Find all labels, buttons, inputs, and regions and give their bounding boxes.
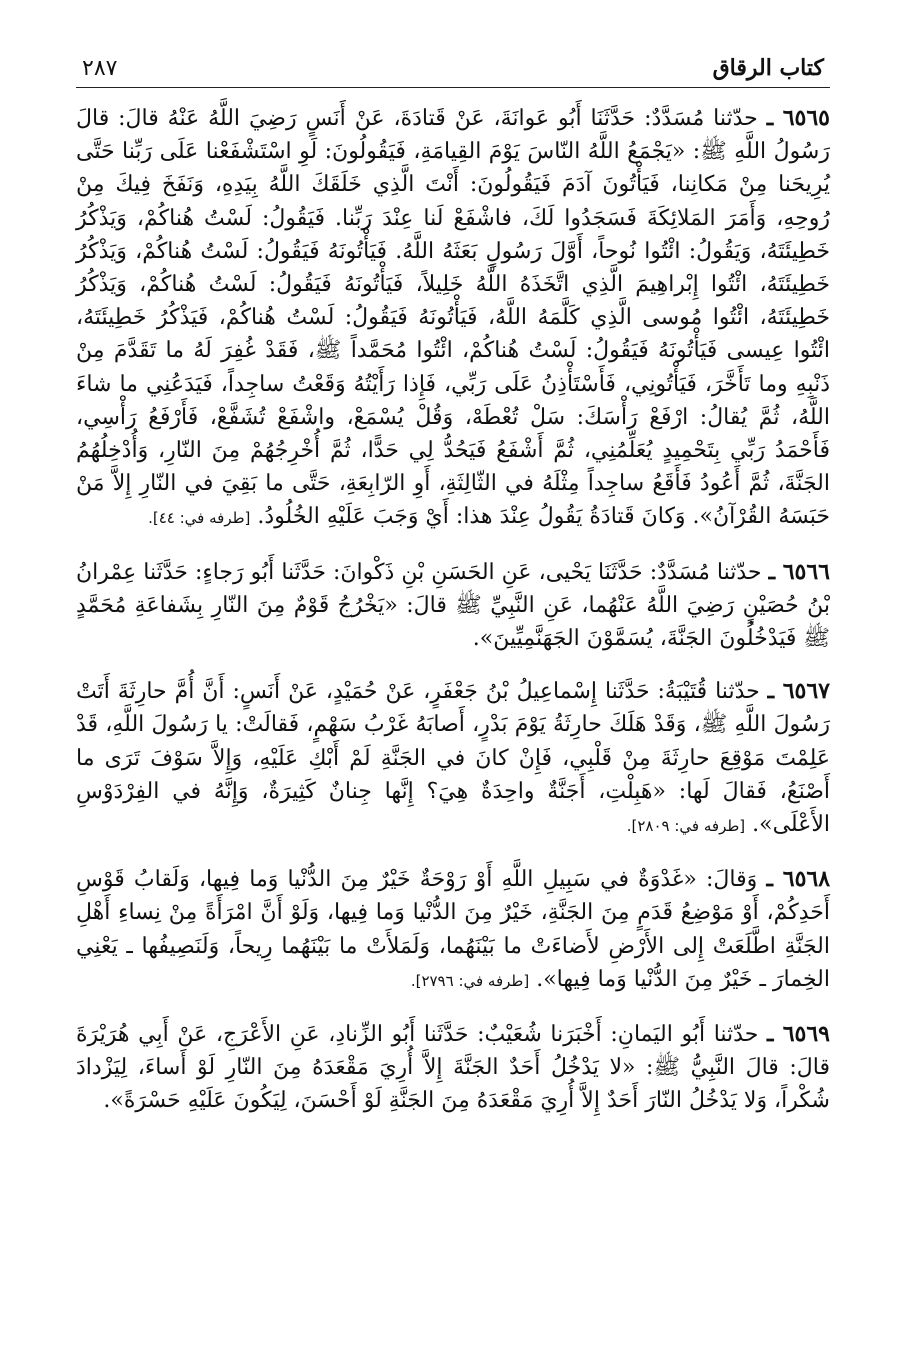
hadith-number: ٦٥٦٥ ـ bbox=[766, 105, 830, 131]
hadith-text: وَقالَ: «غَدْوَةٌ في سَبِيلِ اللَّهِ أَوْ رَوْحَةٌ خَيْرٌ مِنَ الدُّنْيا وَما فِيها، وَلَقابُ قَوْسِ أَحَدِكُمْ، أَوْ مَوْضِعُ قَدَمٍ مِنَ الجَنَّةِ، خَيْرٌ مِنَ الدُّنْيا وَما فِيها، وَلَوْ أَنَّ امْرَأَةً مِنْ نِساءِ أَهْلِ الجَنَّةِ اطَّلَعَتْ إِلى الأَرْضِ لأَضاءَتْ ما بَيْنَهُما، وَلَمَلأَتْ ما بَيْنَهُما رِيحاً، وَلَنَصِيفُها ـ يَعْنِي الخِمارَ ـ خَيْرٌ مِنَ الدُّنْيا وَما فِيها». bbox=[76, 867, 830, 992]
page-header bbox=[76, 46, 830, 88]
cross-reference: [طرفه في: ٢٨٠٩]. bbox=[626, 817, 746, 836]
hadith-text: حدّثنا مُسَدَّدٌ: حَدَّثَنَا أَبُو عَوانَةَ، عَنْ قَتادَةَ، عَنْ أَنَسٍ رَضِيَ اللَّهُ عَنْهُ قالَ: قالَ رَسُولُ اللَّهِ ﷺ: «يَجْمَعُ اللَّهُ النّاسَ يَوْمَ القِيامَةِ، فَيَقُولُونَ: لَوِ اسْتَشْفَعْنا عَلَى رَبِّنا حَتَّى يُرِيحَنا مِنْ مَكانِنا، فَيَأْتُونَ آدَمَ فَيَقُولُونَ: أَنْتَ الَّذِي خَلَقَكَ اللَّهُ بِيَدِهِ، وَنَفَخَ فِيكَ مِنْ رُوحِهِ، وَأَمَرَ المَلائِكَةَ فَسَجَدُوا لَكَ، فاشْفَعْ لَنا عِنْدَ رَبِّنا. فَيَقُولُ: لَسْتُ هُناكُمْ، وَيَذْكُرُ خَطِيئَتَهُ، وَيَقُولُ: ائْتُوا نُوحاً، أَوَّلَ رَسُولٍ بَعَثَهُ اللَّهُ. فَيَأْتُونَهُ فَيَقُولُ: لَسْتُ هُناكُمْ، وَيَذْكُرُ خَطِيئَتَهُ، ائْتُوا إِبْراهِيمَ الَّذِي اتَّخَذَهُ اللَّهُ خَلِيلاً، فَيَأْتُونَهُ فَيَقُولُ: لَسْتُ هُناكُمْ، وَيَذْكُرُ خَطِيئَتَهُ، ائْتُوا مُوسى الَّذِي كَلَّمَهُ اللَّهُ، فَيَأْتُونَهُ فَيَقُولُ: لَسْتُ هُناكُمْ، فَيَذْكُرُ خَطِيئَتَهُ، ائْتُوا عِيسى فَيَأْتُونَهُ فَيَقُولُ: لَسْتُ هُناكُمْ، ائْتُوا مُحَمَّداً ﷺ، فَقَدْ غُفِرَ لَهُ ما تَقَدَّمَ مِنْ ذَنْبِهِ وما تَأَخَّرَ، فَيَأْتُونِي، فَأَسْتَأْذِنُ عَلَى رَبِّي، فَإِذا رَأَيْتُهُ وَقَعْتُ ساجِداً، فَيَدَعُنِي ما شاءَ اللَّهُ، ثُمَّ يُقالُ: ارْفَعْ رَأْسَكَ: سَلْ تُعْطَهْ، وَقُلْ يُسْمَعْ، واشْفَعْ تُشَفَّعْ، فَأَرْفَعُ رَأْسِي، فَأَحْمَدُ رَبِّي بِتَحْمِيدٍ يُعَلِّمُنِي، ثُمَّ أَشْفَعُ فَيَحُدُّ لِي حَدًّا، ثُمَّ أُخْرِجُهُمْ مِنَ النّارِ، وَأُدْخِلُهُمُ الجَنَّةَ، ثُمَّ أَعُودُ فَأَقَعُ ساجِداً مِثْلَهُ في الثّالِثَةِ، أَوِ الرّابِعَةِ، حَتَّى ما بَقِيَ في النّارِ إِلاَّ مَنْ حَبَسَهُ القُرْآنُ». وَكانَ قَتادَةُ يَقُولُ عِنْدَ هذا: أَيْ وَجَبَ عَلَيْهِ الخُلُودُ. bbox=[76, 106, 830, 530]
hadith-number: ٦٥٦٩ ـ bbox=[766, 1021, 830, 1048]
hadith-number: ٦٥٦٦ ـ bbox=[768, 558, 830, 585]
book-title: كتاب الرقاق bbox=[712, 55, 824, 81]
hadith-paragraph bbox=[76, 102, 830, 536]
hadith-paragraph bbox=[76, 675, 830, 843]
hadith-number: ٦٥٦٧ ـ bbox=[767, 678, 830, 705]
hadith-paragraph bbox=[76, 556, 830, 656]
hadith-text: حدّثنا أَبُو اليَمانِ: أَخْبَرَنا شُعَيْبٌ: حَدَّثَنا أَبُو الزِّنادِ، عَنِ الأَعْرَجِ، عَنْ أَبِي هُرَيْرَةَ قالَ: قالَ النَّبِيُّ ﷺ: «لا يَدْخُلُ أَحَدٌ الجَنَّةَ إِلاَّ أُرِيَ مَقْعَدَهُ مِنَ النّارِ لَوْ أَساءَ، لِيَزْدادَ شُكْراً، وَلا يَدْخُلُ النّارَ أَحَدٌ إِلاَّ أُرِيَ مَقْعَدَهُ مِنَ الجَنَّةِ لَوْ أَحْسَنَ، لِيَكُونَ عَلَيْهِ حَسْرَةً». bbox=[76, 1022, 830, 1114]
hadith-paragraph bbox=[76, 863, 830, 998]
hadith-text: حدّثنا مُسَدَّدٌ: حَدَّثَنَا يَحْيى، عَنِ الحَسَنِ بْنِ ذَكْوانَ: حَدَّثَنا أَبُو رَجاءٍ: حَدَّثَنا عِمْرانُ بْنُ حُصَيْنٍ رَضِيَ اللَّهُ عَنْهُما، عَنِ النَّبِيِّ ﷺ قالَ: «يَخْرُجُ قَوْمٌ مِنَ النّارِ بِشَفاعَةِ مُحَمَّدٍ ﷺ فَيَدْخُلُونَ الجَنَّةَ، يُسَمَّوْنَ الجَهَنَّمِيِّينَ». bbox=[76, 559, 830, 652]
hadith-text: حدّثنا قُتَيْبَةُ: حَدَّثَنا إِسْماعِيلُ بْنُ جَعْفَرٍ، عَنْ حُمَيْدٍ، عَنْ أَنَسٍ: أَنَّ أُمَّ حارِثَةَ أَتَتْ رَسُولَ اللَّهِ ﷺ، وَقَدْ هَلَكَ حارِثَةُ يَوْمَ بَدْرٍ، أَصابَهُ غَرْبُ سَهْمٍ، فَقالَتْ: يا رَسُولَ اللَّهِ، قَدْ عَلِمْتَ مَوْقِعَ حارِثَةَ مِنْ قَلْبِي، فَإِنْ كانَ في الجَنَّةِ لَمْ أَبْكِ عَلَيْهِ، وَإِلاَّ سَوْفَ تَرَى ما أَصْنَعُ، فَقالَ لَها: «هَبِلْتِ، أَجَنَّةٌ واحِدَةٌ هِيَ؟ إِنَّها جِنانٌ كَثِيرَةٌ، وَإِنَّهُ في الفِرْدَوْسِ الأَعْلَى». bbox=[76, 679, 830, 838]
cross-reference: [طرفه في: ٢٧٩٦]. bbox=[410, 971, 530, 990]
cross-reference: [طرفه في: ٤٤]. bbox=[148, 509, 251, 528]
hadith-number: ٦٥٦٨ ـ bbox=[766, 866, 831, 893]
hadith-paragraph bbox=[76, 1018, 830, 1118]
page-number: ٢٨٧ bbox=[82, 56, 118, 81]
